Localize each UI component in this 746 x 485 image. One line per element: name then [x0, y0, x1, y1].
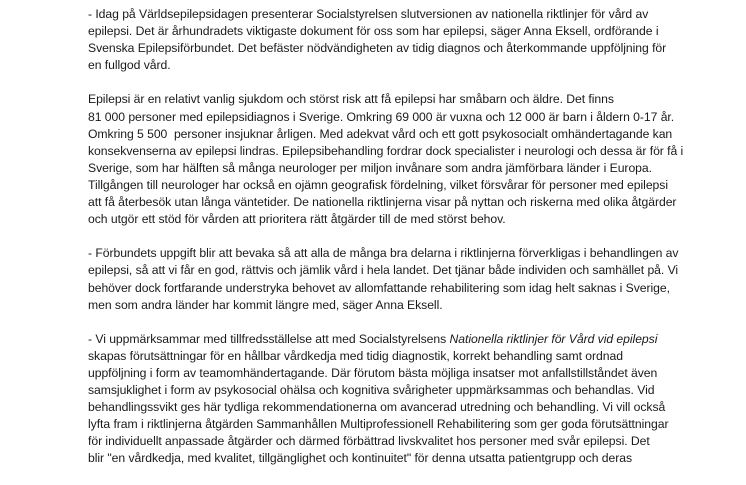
text-line: Epilepsi är en relativt vanlig sjukdom och störst risk att få epilepsi har småbarn och äldre. Det finns — [88, 92, 614, 107]
text-line: en fullgod vård. — [88, 58, 171, 73]
text-line: epilepsi. Det är århundradets viktigaste dokument för oss som har epilepsi, säger Anna Eksell, ordförande i — [88, 24, 659, 39]
text-line — [88, 331, 728, 348]
text-line: lyfta fram i riktlinjerna åtgärden Sammanhållen Multiprofessionell Rehabilitering som ger goda förutsättningar — [88, 417, 669, 432]
text-line: blir "en vårdkedja, med kvalitet, tillgänglighet och kontinuitet" för denna utsatta patientgrupp och deras — [88, 451, 633, 466]
text-line: uppföljning i form av teamomhändertagande. Där förutom bästa möjliga insatser mot anfallstillståndet även — [88, 365, 658, 380]
text-line: Tillgången till neurologer har också en ojämn geografisk fördelning, vilket försvårar för personer med epilepsi — [88, 177, 668, 192]
text-line: konsekvenserna av epilepsi lindras. Epilepsibehandling fordrar dock specialister i neurologi och dessa är för få i — [88, 143, 684, 158]
text-line: - Idag på Världsepilepsidagen presenterar Socialstyrelsen slutversionen av nationella riktlinjer för vård av — [88, 7, 649, 21]
text-line: för individuellt anpassade åtgärder och därmed förbättrad livskvalitet hos personer med svår epilepsi. Det — [88, 434, 650, 449]
text-line: - Förbundets uppgift blir att bevaka så att alla de många bra delarna i riktlinjerna förverkligas i behandlingen av — [88, 246, 679, 261]
text-line: Omkring 5 500 personer insjuknar årligen. Med adekvat vård och ett gott psykosocialt omhändertagande kan — [88, 126, 673, 141]
paragraph-federation-task — [88, 245, 728, 313]
text-line: 81 000 personer med epilepsidiagnos i Sverige. Omkring 69 000 är vuxna och 12 000 är barn i åldern 0-17 år. — [88, 109, 675, 124]
text-line: och utgör ett stöd för vården att prioritera rätt åtgärder till de med störst behov. — [88, 212, 506, 227]
text-line: samsjuklighet i form av psykosocial ohälsa och kognitiva svårigheter uppmärksammas och behandlas. Vid — [88, 383, 655, 398]
text-fragment: - Vi uppmärksammar med tillfredsställelse att med Socialstyrelsens — [88, 331, 450, 346]
text-line: skapas förutsättningar för en hållbar vårdkedja med tidig diagnostik, korrekt behandling samt ordnad — [88, 348, 623, 363]
text-line: Sverige, som har hälften så många neurologer per miljon invånare som andra jämförbara länder i Europa. — [88, 160, 652, 175]
text-line: behandlingssvikt ges här tydliga rekommendationerna om avancerad utredning och behandling. Vi vill också — [88, 400, 666, 415]
text-line: Svenska Epilepsiförbundet. Det befäster nödvändigheten av tidig diagnos och återkommande uppföljning för — [88, 41, 667, 56]
text-line: behöver dock fortfarande understryka behovet av allomfattande rehabilitering som idag helt saknas i Sverige, — [88, 280, 670, 295]
text-line: men som andra länder har kommit längre med, säger Anna Eksell. — [88, 297, 443, 312]
guidelines-title: Nationella riktlinjer för Vård vid epilepsi — [449, 331, 658, 346]
text-line: att få återbesök utan långa väntetider. De nationella riktlinjerna visar på nyttan och riskerna med olika åtgärder — [88, 195, 677, 210]
paragraph-statistics — [88, 91, 728, 228]
paragraph-intro — [88, 6, 728, 74]
document-body — [88, 6, 728, 485]
paragraph-guidelines — [88, 331, 728, 468]
text-line: epilepsi, så att vi får en god, rättvis och jämlik vård i hela landet. Det tjänar både individen och samhället på. Vi — [88, 263, 679, 278]
